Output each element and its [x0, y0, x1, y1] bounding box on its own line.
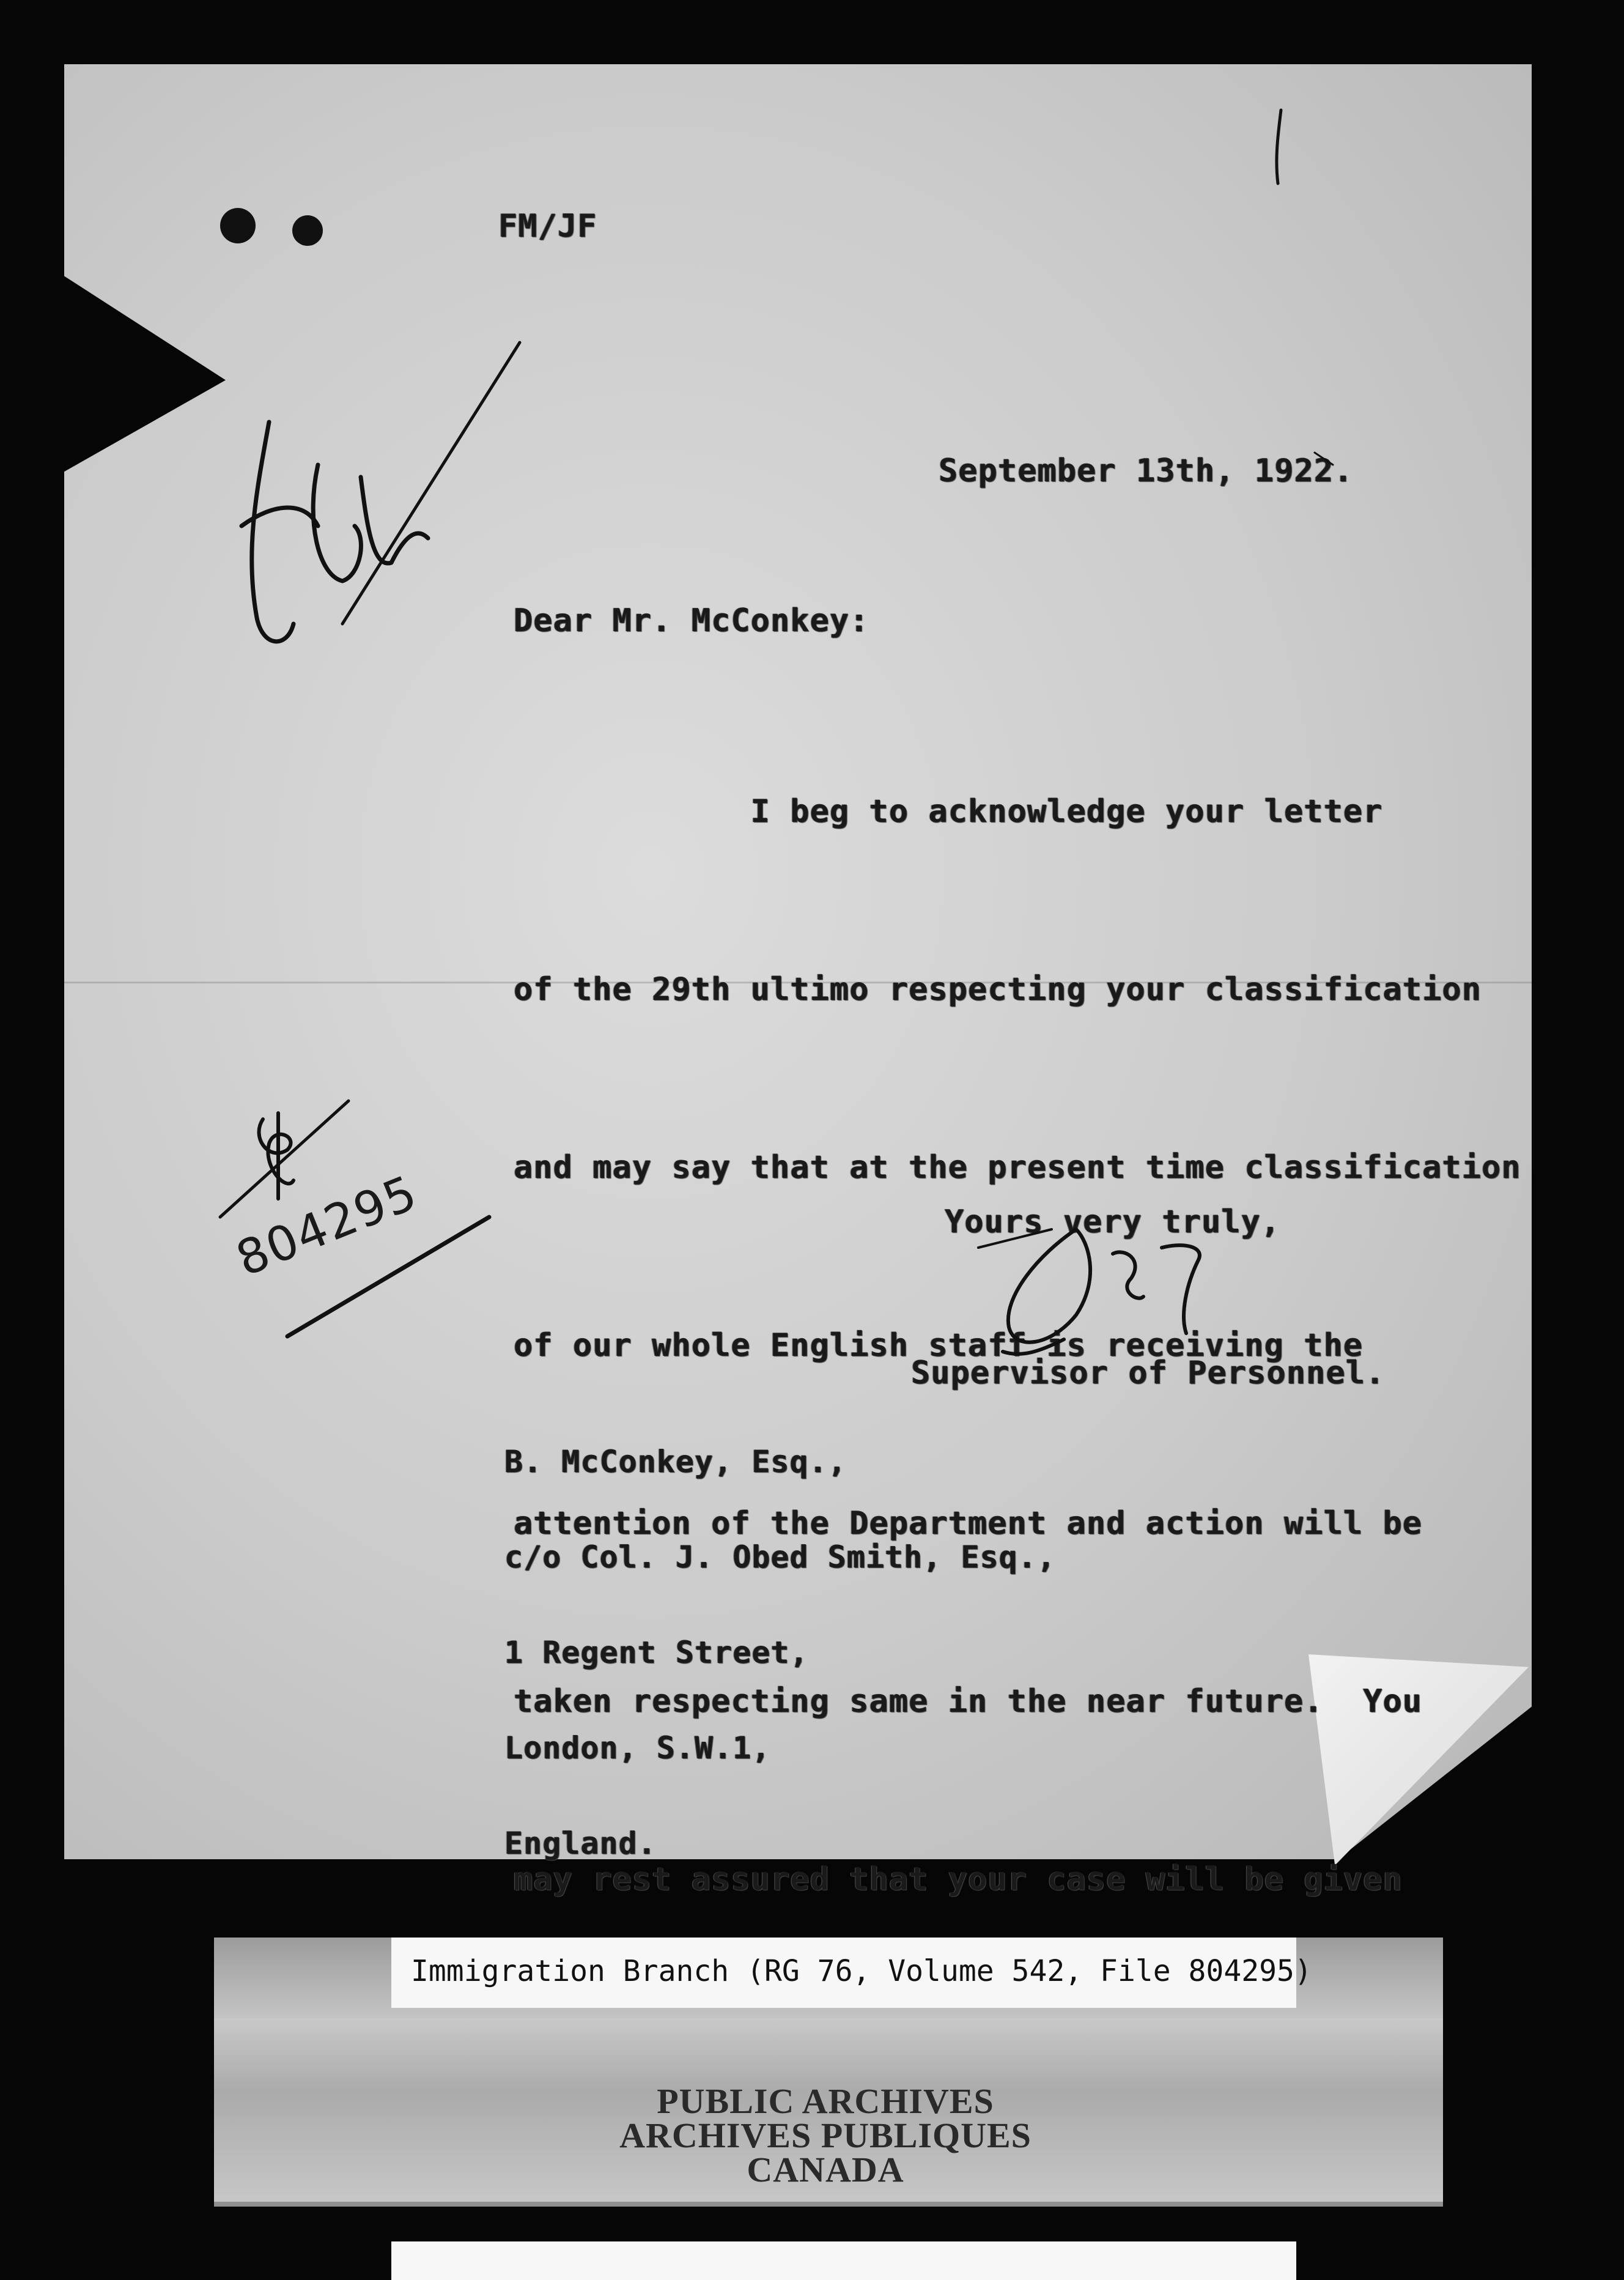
- punch-hole: [292, 215, 323, 246]
- closing: Yours very truly,: [945, 1204, 1281, 1240]
- punch-hole: [220, 208, 256, 243]
- file-number-annotation: 804295: [229, 1165, 426, 1287]
- reference-initials: FM/JF: [498, 208, 597, 245]
- address-line: London, S.W.1,: [504, 1730, 771, 1766]
- stamp-line: CANADA: [747, 2150, 904, 2189]
- archive-stamp: [550, 2081, 1101, 2189]
- address-line: 1 Regent Street,: [504, 1635, 809, 1670]
- bottom-card: [391, 2241, 1296, 2280]
- body-line: of our whole English staff is receiving the: [514, 1327, 1364, 1364]
- body-line: taken respecting same in the near future. You: [514, 1683, 1423, 1720]
- address-line: England.: [504, 1826, 657, 1861]
- address-line: B. McConkey, Esq.,: [504, 1444, 847, 1479]
- signer-title: Supervisor of Personnel.: [911, 1355, 1386, 1391]
- stamp-line: PUBLIC ARCHIVES: [657, 2081, 994, 2121]
- body-line: and may say that at the present time classification: [514, 1149, 1521, 1186]
- body-line: may rest assured that your case will be given: [514, 1861, 1403, 1898]
- recipient-address: [504, 1382, 1056, 1891]
- archive-citation: Immigration Branch (RG 76, Volume 542, File 804295): [411, 1954, 1312, 1988]
- letter-date: September 13th, 1922.: [939, 453, 1354, 489]
- salutation: Dear Mr. McConkey:: [514, 602, 869, 639]
- body-line: of the 29th ultimo respecting your classification: [514, 971, 1482, 1008]
- body-line: attention of the Department and action will be: [514, 1505, 1423, 1542]
- stamp-line: ARCHIVES PUBLIQUES: [619, 2115, 1032, 2155]
- body-line: I beg to acknowledge your letter: [514, 793, 1383, 830]
- address-line: c/o Col. J. Obed Smith, Esq.,: [504, 1539, 1056, 1575]
